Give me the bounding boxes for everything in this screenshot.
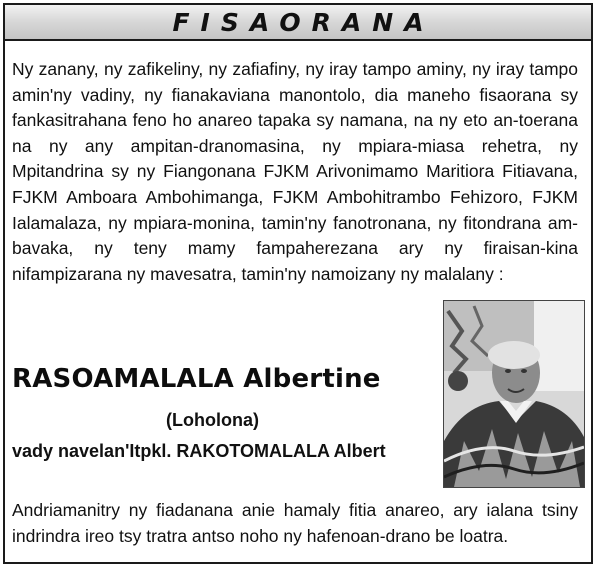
- deceased-nickname: (Loholona): [166, 410, 259, 430]
- portrait-photo: [443, 300, 585, 488]
- notice-title: FISAORANA: [172, 7, 435, 37]
- header-banner: [5, 5, 591, 41]
- intro-paragraph: Ny zanany, ny zafikeliny, ny zafiafiny, ny iray tampo aminy, ny iray tampo amin'ny vadiny, ny fianakaviana manontolo, dia maneho fisaorana sy fankasitrahana feno ho anareo tapaka sy namana, na ny eto an-toerana na ny any ampitan-dranomasina, ny mpiara-miasa rehetra, ny Mpitandrina sy ny Fiangonana FJKM Arivonimamo Maritiora Fitiavana, FJKM Amboara Ambohimanga, FJKM Ambohitrambo Fehizoro, FJKM Ialamalaza, ny mpiara-monina, tamin'ny fanotronana, ny fitondrana am-bavaka, ny teny mamy fampaherezana ary ny firaisan-kina nifampizarana ny mavesatra, tamin'ny namoizany ny malalany :: [12, 59, 578, 284]
- closing-paragraph: Andriamanitry ny fiadanana anie hamaly fitia anareo, ary ialana tsiny indrindra ireo tsy tratra antso noho ny hafenoan-drano be loatra.: [12, 500, 578, 546]
- spouse-line: vady navelan'Itpkl. RAKOTOMALALA Albert: [12, 441, 386, 461]
- deceased-name: RASOAMALALA Albertine: [12, 364, 381, 394]
